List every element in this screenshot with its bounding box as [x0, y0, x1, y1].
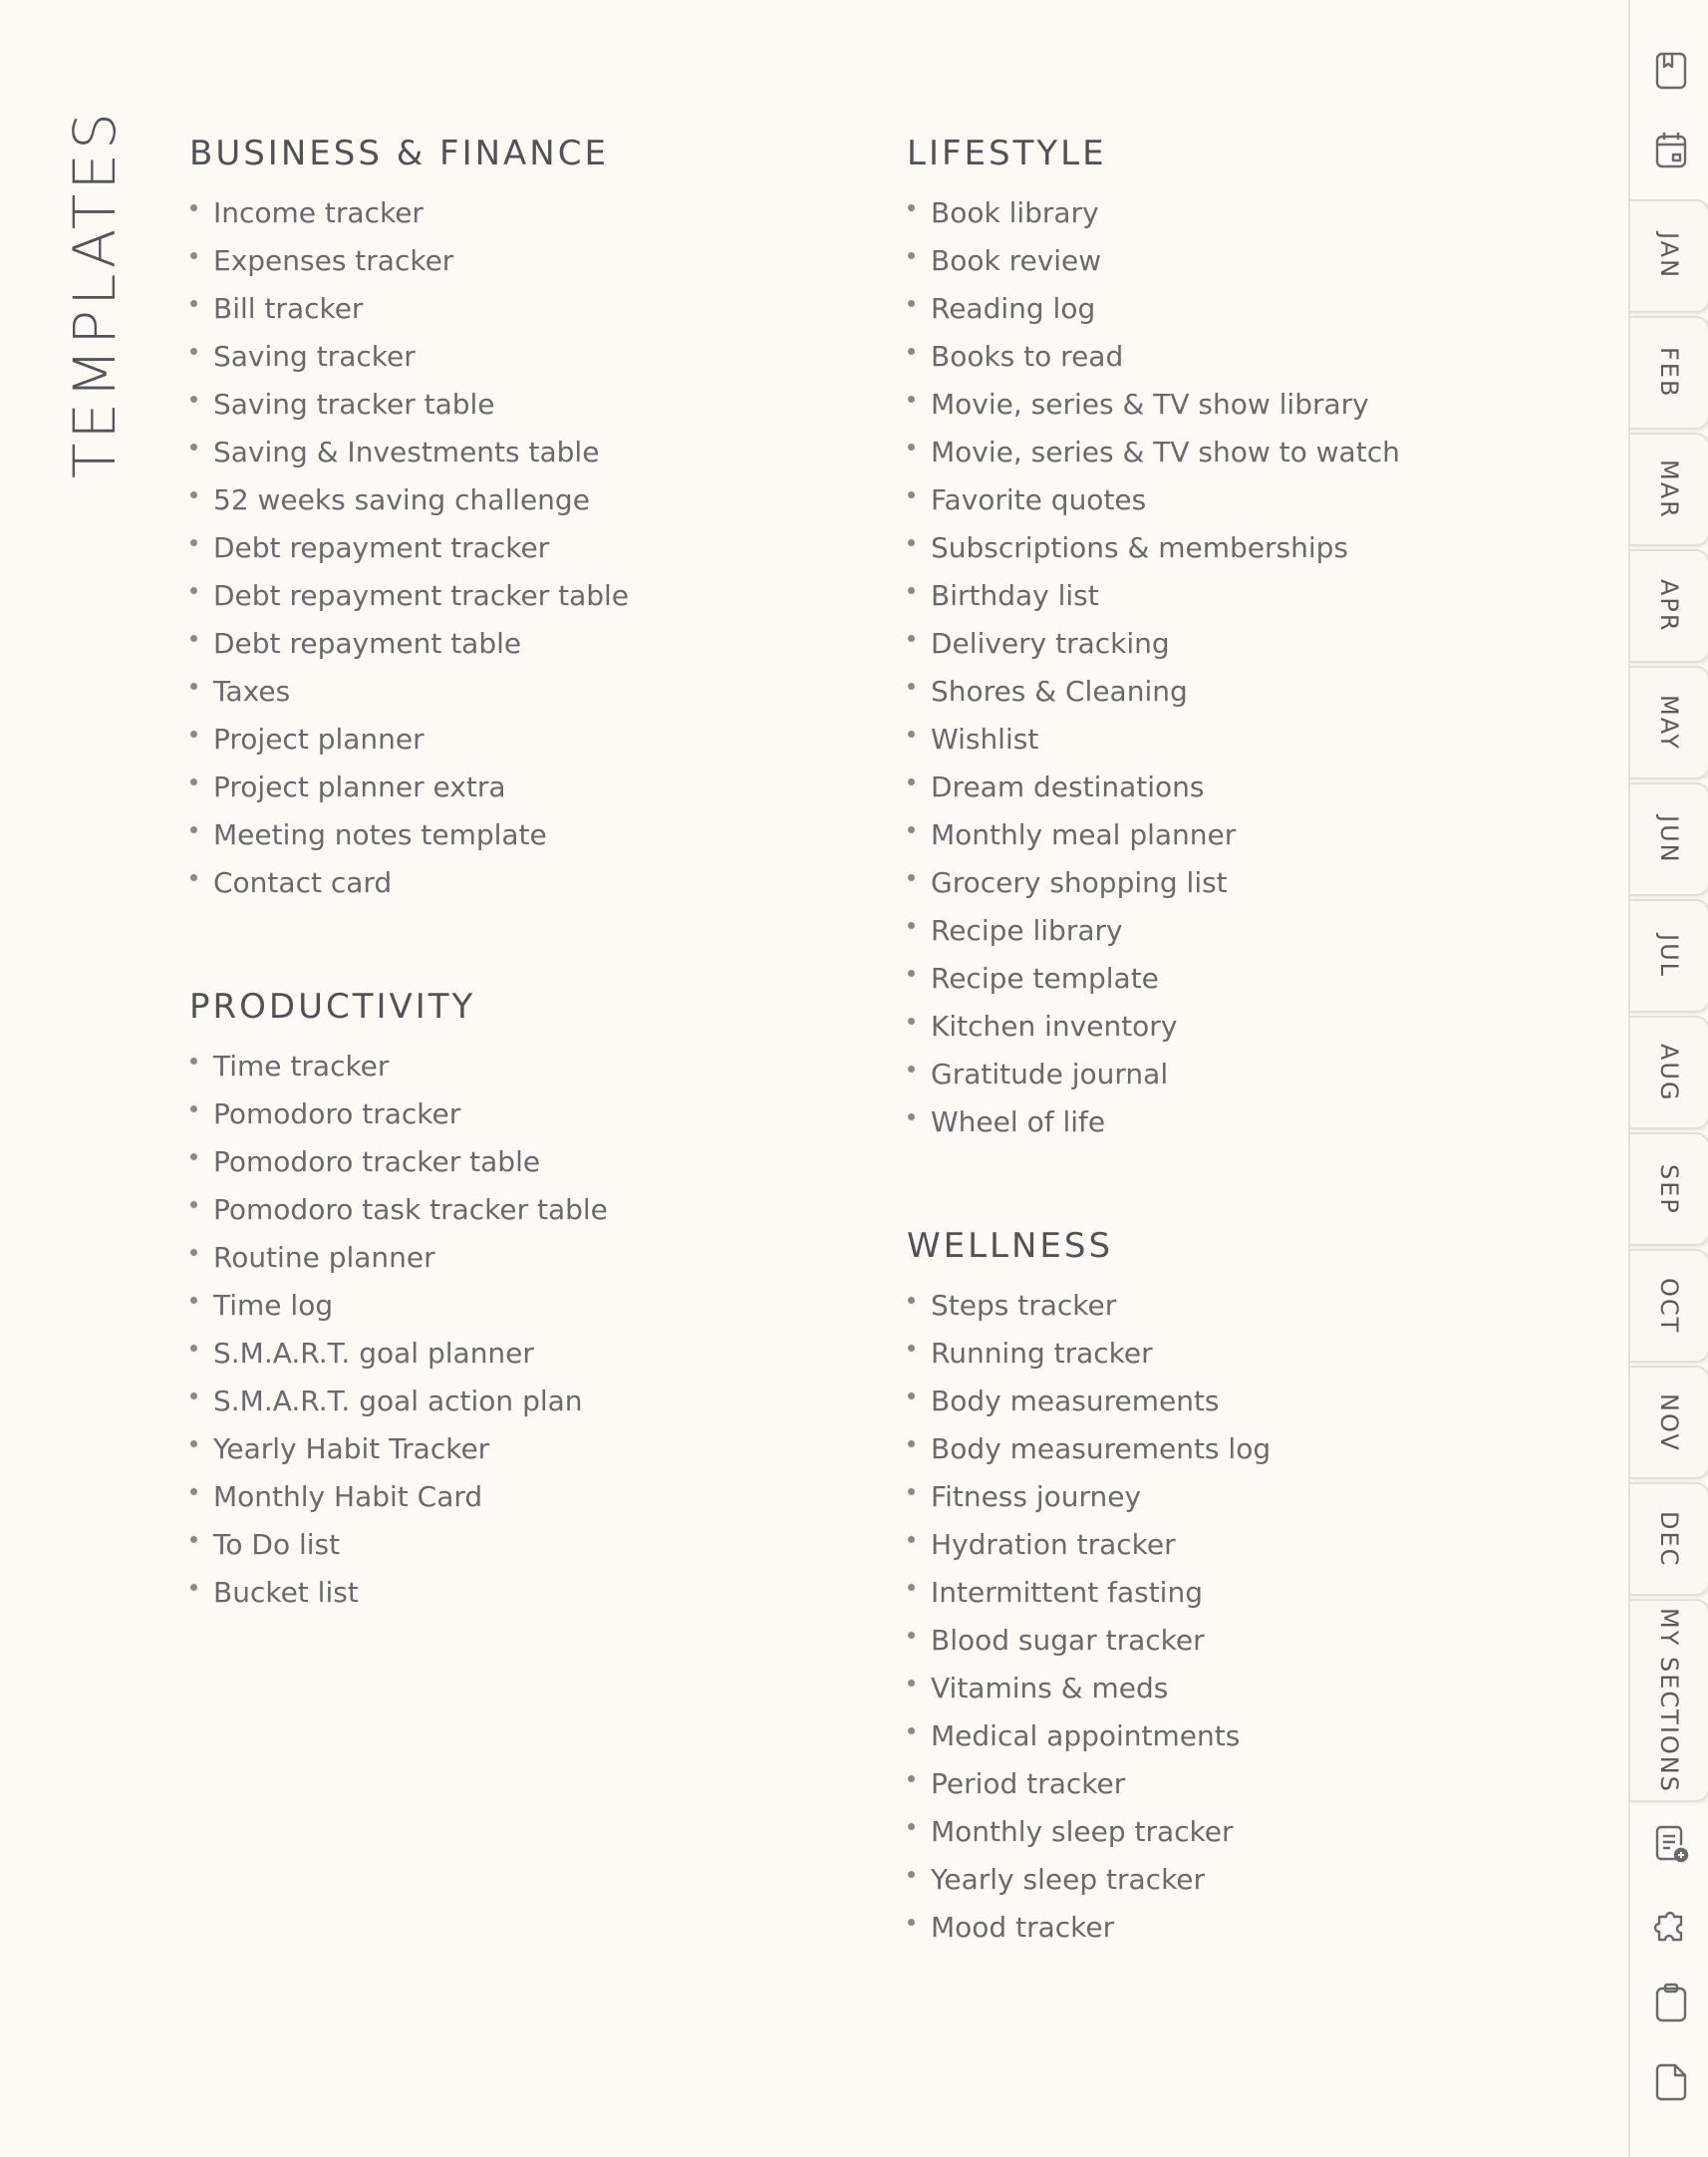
template-link[interactable]: Movie, series & TV show to watch — [907, 429, 1400, 476]
template-link[interactable]: Pomodoro tracker — [189, 1090, 608, 1138]
tab-may[interactable] — [1630, 666, 1708, 779]
tab-label: DEC — [1655, 1510, 1683, 1568]
tab-label: MY SECTIONS — [1655, 1608, 1683, 1793]
template-link[interactable]: Routine planner — [189, 1234, 608, 1282]
puzzle-icon[interactable] — [1652, 1904, 1690, 1946]
tab-jul[interactable] — [1630, 899, 1708, 1013]
template-link[interactable]: To Do list — [189, 1521, 608, 1569]
tab-oct[interactable] — [1630, 1249, 1708, 1363]
clipboard-icon[interactable] — [1652, 1982, 1690, 2023]
template-link[interactable]: Contact card — [189, 859, 629, 907]
template-link[interactable]: Movie, series & TV show library — [907, 381, 1400, 429]
tab-my-sections[interactable] — [1630, 1599, 1708, 1802]
template-list — [907, 1282, 1271, 1952]
template-list — [189, 189, 629, 907]
template-link[interactable]: Fitness journey — [907, 1473, 1271, 1521]
tab-label: MAY — [1655, 695, 1683, 751]
template-link[interactable]: Subscriptions & memberships — [907, 524, 1400, 572]
template-link[interactable]: Reading log — [907, 285, 1400, 333]
section-title: PRODUCTIVITY — [189, 987, 476, 1027]
template-link[interactable]: Recipe library — [907, 907, 1400, 955]
template-link[interactable]: Vitamins & meds — [907, 1665, 1271, 1712]
tab-label: SEP — [1655, 1163, 1683, 1215]
template-link[interactable]: Book review — [907, 237, 1400, 285]
template-link[interactable]: Taxes — [189, 668, 629, 716]
template-link[interactable]: Intermittent fasting — [907, 1569, 1271, 1617]
template-link[interactable]: Saving tracker — [189, 333, 629, 381]
template-link[interactable]: Pomodoro tracker table — [189, 1138, 608, 1186]
template-link[interactable]: Saving & Investments table — [189, 429, 629, 476]
template-link[interactable]: Pomodoro task tracker table — [189, 1186, 608, 1234]
template-link[interactable]: Income tracker — [189, 189, 629, 237]
tab-nov[interactable] — [1630, 1366, 1708, 1479]
template-list — [907, 189, 1400, 1146]
section-title: LIFESTYLE — [907, 134, 1107, 173]
template-link[interactable]: Blood sugar tracker — [907, 1617, 1271, 1665]
template-link[interactable]: Body measurements — [907, 1378, 1271, 1425]
section-business-finance — [189, 130, 629, 907]
tab-label: FEB — [1655, 347, 1683, 399]
page-title: TEMPLATES — [61, 109, 129, 478]
template-link[interactable]: Time log — [189, 1282, 608, 1330]
template-link[interactable]: Bucket list — [189, 1569, 608, 1617]
tab-jan[interactable] — [1630, 199, 1708, 313]
tab-label: MAR — [1655, 460, 1683, 519]
template-link[interactable]: Bill tracker — [189, 285, 629, 333]
template-link[interactable]: Period tracker — [907, 1760, 1271, 1808]
template-link[interactable]: Running tracker — [907, 1330, 1271, 1378]
template-link[interactable]: Delivery tracking — [907, 620, 1400, 668]
template-link[interactable]: S.M.A.R.T. goal planner — [189, 1330, 608, 1378]
calendar-icon[interactable] — [1652, 130, 1690, 171]
notes-add-icon[interactable] — [1652, 1824, 1690, 1866]
template-link[interactable]: Meeting notes template — [189, 811, 629, 859]
template-link[interactable]: Body measurements log — [907, 1425, 1271, 1473]
template-link[interactable]: Project planner — [189, 716, 629, 764]
template-link[interactable]: Recipe template — [907, 955, 1400, 1003]
template-link[interactable]: Debt repayment tracker table — [189, 572, 629, 620]
tab-feb[interactable] — [1630, 316, 1708, 430]
tab-sep[interactable] — [1630, 1132, 1708, 1246]
section-title: BUSINESS & FINANCE — [189, 134, 609, 173]
section-wellness — [907, 1222, 1271, 1952]
template-link[interactable]: Wheel of life — [907, 1098, 1400, 1146]
template-link[interactable]: Yearly Habit Tracker — [189, 1425, 608, 1473]
sidebar — [1628, 0, 1708, 2157]
tab-mar[interactable] — [1630, 433, 1708, 546]
page-icon[interactable] — [1652, 2061, 1690, 2103]
template-link[interactable]: Monthly sleep tracker — [907, 1808, 1271, 1856]
tab-apr[interactable] — [1630, 549, 1708, 663]
template-link[interactable]: Books to read — [907, 333, 1400, 381]
template-link[interactable]: Steps tracker — [907, 1282, 1271, 1330]
template-link[interactable]: Favorite quotes — [907, 476, 1400, 524]
template-link[interactable]: Time tracker — [189, 1043, 608, 1090]
template-link[interactable]: Monthly Habit Card — [189, 1473, 608, 1521]
tab-aug[interactable] — [1630, 1016, 1708, 1129]
template-link[interactable]: Grocery shopping list — [907, 859, 1400, 907]
template-link[interactable]: Debt repayment tracker — [189, 524, 629, 572]
tab-label: JUN — [1655, 814, 1683, 864]
template-link[interactable]: Yearly sleep tracker — [907, 1856, 1271, 1904]
template-link[interactable]: Monthly meal planner — [907, 811, 1400, 859]
tab-label: APR — [1655, 579, 1683, 633]
template-link[interactable]: Gratitude journal — [907, 1051, 1400, 1098]
template-link[interactable]: Medical appointments — [907, 1712, 1271, 1760]
tab-label: NOV — [1655, 1392, 1683, 1452]
template-link[interactable]: Debt repayment table — [189, 620, 629, 668]
template-list — [189, 1043, 608, 1617]
section-productivity — [189, 983, 608, 1617]
template-link[interactable]: Project planner extra — [189, 764, 629, 811]
tab-label: AUG — [1655, 1043, 1683, 1102]
template-link[interactable]: S.M.A.R.T. goal action plan — [189, 1378, 608, 1425]
section-title: WELLNESS — [907, 1226, 1114, 1266]
template-link[interactable]: Dream destinations — [907, 764, 1400, 811]
bookmark-icon[interactable] — [1652, 50, 1690, 92]
tab-jun[interactable] — [1630, 782, 1708, 896]
template-link[interactable]: Shores & Cleaning — [907, 668, 1400, 716]
tab-label: JAN — [1655, 232, 1683, 280]
template-link[interactable]: Hydration tracker — [907, 1521, 1271, 1569]
template-link[interactable]: 52 weeks saving challenge — [189, 476, 629, 524]
template-link[interactable]: Mood tracker — [907, 1904, 1271, 1952]
template-link[interactable]: Saving tracker table — [189, 381, 629, 429]
template-link[interactable]: Expenses tracker — [189, 237, 629, 285]
template-link[interactable]: Birthday list — [907, 572, 1400, 620]
tab-dec[interactable] — [1630, 1482, 1708, 1596]
tab-label: JUL — [1655, 933, 1683, 978]
section-lifestyle — [907, 130, 1400, 1146]
template-link[interactable]: Book library — [907, 189, 1400, 237]
month-tabs — [1630, 199, 1708, 1805]
template-link[interactable]: Kitchen inventory — [907, 1003, 1400, 1051]
tab-label: OCT — [1655, 1277, 1683, 1335]
template-link[interactable]: Wishlist — [907, 716, 1400, 764]
